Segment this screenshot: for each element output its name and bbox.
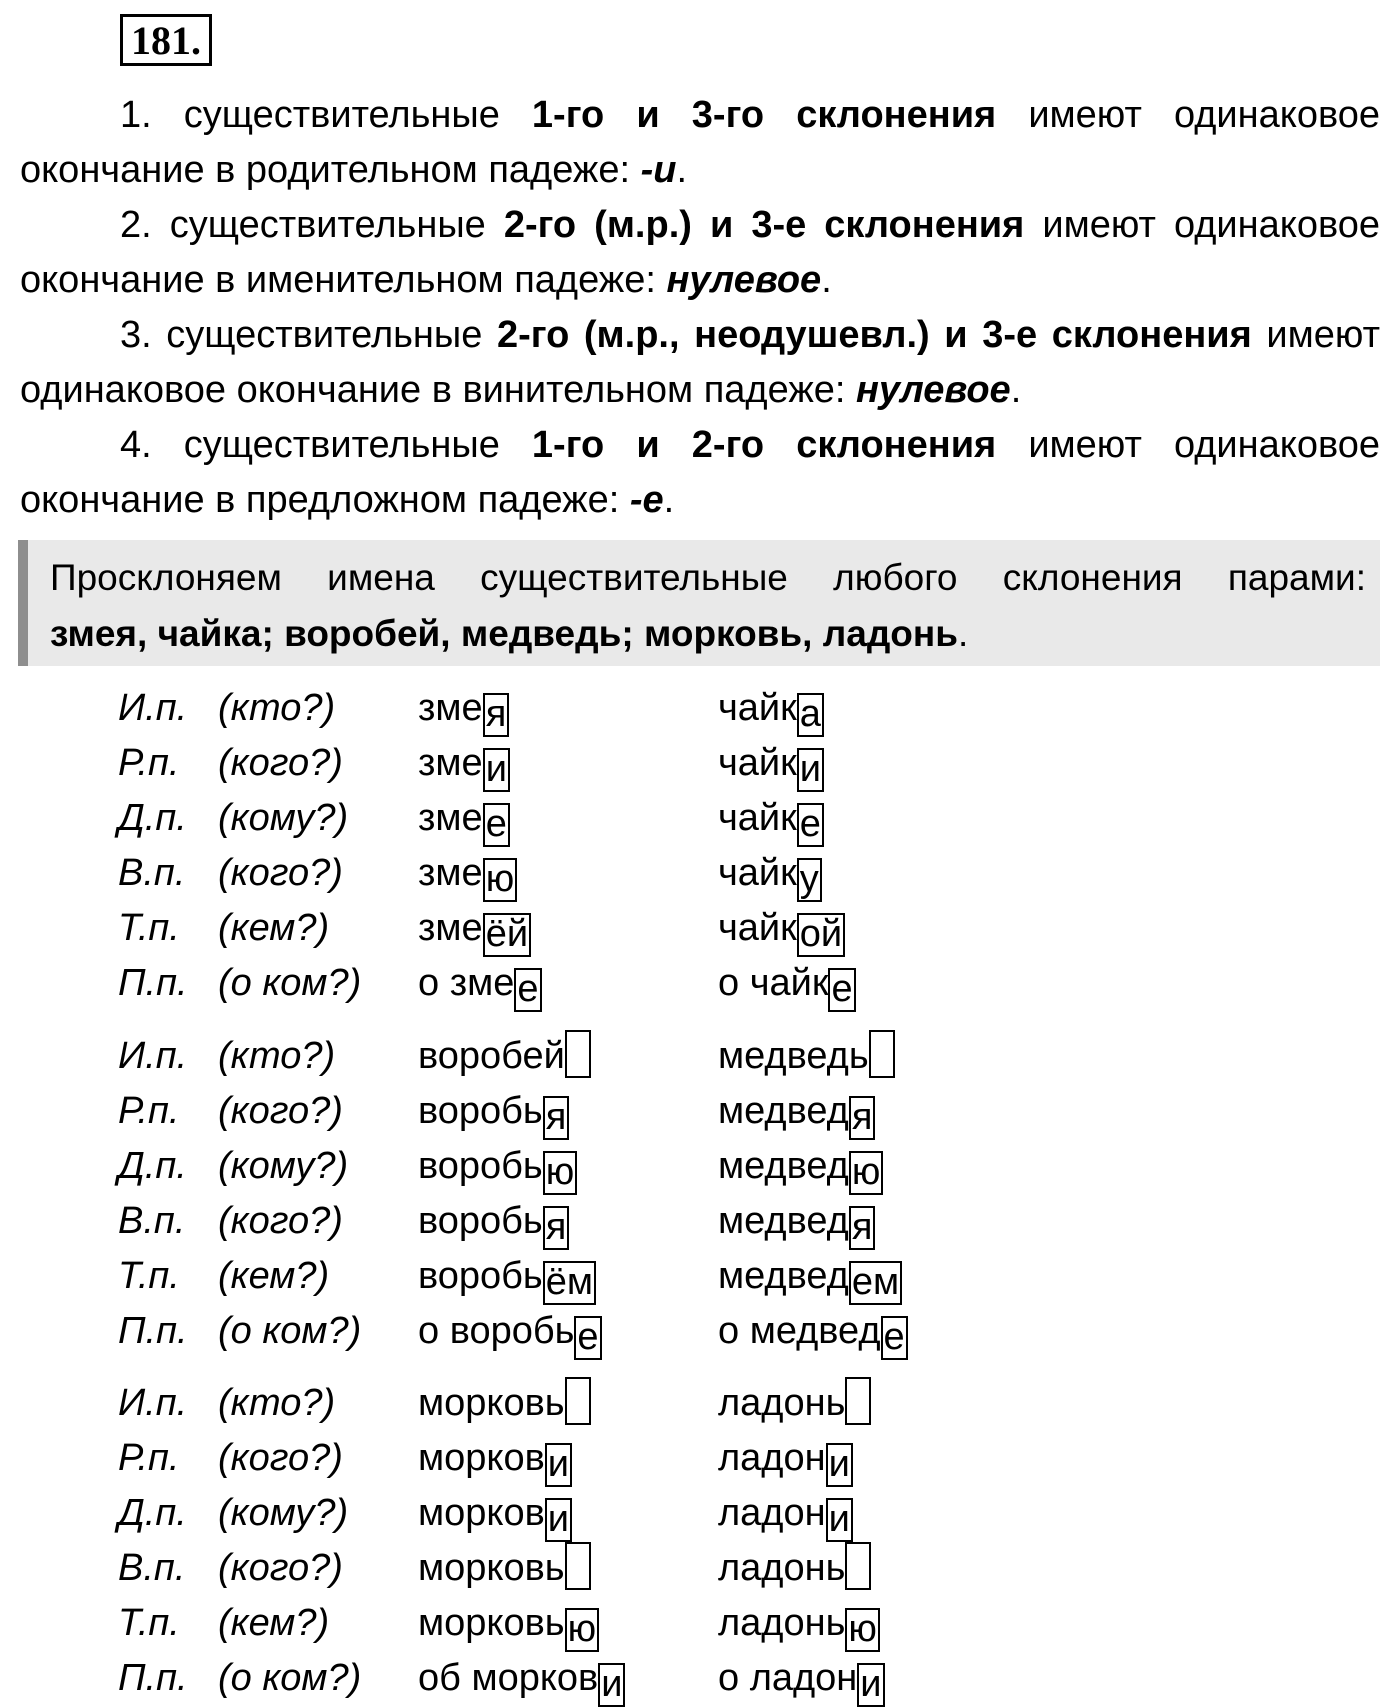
word-right: [718, 1304, 908, 1360]
statement-ending: -и: [640, 149, 677, 191]
case-question: (кем?): [218, 1255, 330, 1297]
word-left: [418, 1139, 577, 1195]
word-stem: об морков: [418, 1657, 599, 1699]
word-stem: зме: [418, 852, 483, 894]
task-text: Просклоняем имена существительные любого склонения парами:: [50, 557, 1366, 598]
statement-mid: имеют одинаковое окончание в именительном падеже:: [20, 204, 1380, 301]
declension-row: [0, 1596, 1400, 1651]
statement-post: .: [663, 479, 675, 521]
statement-post: .: [1010, 369, 1022, 411]
declension-row: [0, 1029, 1400, 1084]
case-label: Р.п.: [118, 742, 180, 784]
ending-box: и: [598, 1663, 625, 1707]
case-question: (кому?): [218, 1492, 349, 1534]
word-stem: медвед: [718, 1255, 849, 1297]
case-question: (кто?): [218, 1382, 336, 1424]
case-question: (кого?): [218, 742, 343, 784]
statement-2: [20, 198, 1380, 308]
word-stem: зме: [418, 742, 483, 784]
word-right: [718, 1029, 895, 1084]
ending-box: е: [514, 968, 541, 1012]
statement-post: .: [676, 149, 688, 191]
statement-bold: 2-го (м.р., неодушевл.) и 3-е склонения: [496, 314, 1252, 356]
case-question: (о ком?): [218, 962, 362, 1004]
statement-ending: нулевое: [855, 369, 1011, 411]
word-stem: о зме: [418, 962, 515, 1004]
word-left: [418, 736, 510, 792]
word-stem: воробь: [418, 1090, 543, 1132]
ending-box: ю: [849, 1151, 884, 1195]
task-words: [50, 606, 1366, 662]
declension-row: [0, 1139, 1400, 1194]
declension-group-2: [0, 1029, 1400, 1359]
word-stem: о ладон: [718, 1657, 858, 1699]
case-label: Т.п.: [118, 1602, 180, 1644]
statement-pre: существительные: [151, 314, 497, 356]
word-stem: медвед: [718, 1200, 849, 1242]
statement-pre: существительные: [151, 204, 504, 246]
case-label: Д.п.: [118, 797, 187, 839]
exercise-number: 181.: [120, 14, 212, 66]
word-right: [718, 736, 824, 792]
ending-box: и: [545, 1498, 572, 1542]
word-stem: ладонь: [718, 1547, 846, 1589]
word-left: [418, 1304, 602, 1360]
case-question: (кем?): [218, 907, 330, 949]
word-stem: морковь: [418, 1382, 565, 1424]
statement-3: [20, 308, 1380, 418]
statement-pre: существительные: [151, 94, 532, 136]
declension-row: [0, 846, 1400, 901]
ending-box: ю: [543, 1151, 578, 1195]
case-question: (кого?): [218, 1200, 343, 1242]
task-box: [18, 540, 1380, 666]
word-left: [418, 1084, 569, 1140]
case-question: (кому?): [218, 797, 349, 839]
declension-row: [0, 956, 1400, 1011]
word-right: [718, 1084, 875, 1140]
ending-box: е: [828, 968, 855, 1012]
ending-box: а: [797, 693, 824, 737]
declension-group-1: [0, 681, 1400, 1011]
word-stem: ладон: [718, 1492, 826, 1534]
word-right: [718, 1541, 871, 1596]
ending-box: я: [543, 1206, 570, 1250]
word-stem: о воробь: [418, 1310, 575, 1352]
word-right: [718, 1651, 885, 1707]
ending-box: и: [826, 1498, 853, 1542]
word-stem: зме: [418, 687, 483, 729]
ending-box: и: [797, 748, 824, 792]
word-stem: зме: [418, 907, 483, 949]
statement-bold: 1-го и 3-го склонения: [531, 94, 997, 136]
case-label: И.п.: [118, 1035, 188, 1077]
word-left: [418, 1376, 591, 1431]
word-right: [718, 1431, 853, 1487]
statement-mid: имеют одинаковое окончание в винительном падеже:: [20, 314, 1380, 411]
word-right: [718, 901, 845, 957]
statement-ending: нулевое: [666, 259, 822, 301]
case-label: Р.п.: [118, 1437, 180, 1479]
ending-box: [565, 1030, 591, 1078]
declension-row: [0, 1486, 1400, 1541]
ending-box: ю: [483, 858, 518, 902]
word-left: [418, 1194, 569, 1250]
declension-row: [0, 736, 1400, 791]
word-stem: медвед: [718, 1090, 849, 1132]
word-left: [418, 1486, 572, 1542]
case-label: И.п.: [118, 687, 188, 729]
ending-box: [845, 1377, 871, 1425]
word-left: [418, 681, 509, 737]
ending-box: и: [545, 1443, 572, 1487]
word-stem: чайк: [718, 687, 797, 729]
case-question: (кого?): [218, 852, 343, 894]
case-question: (кто?): [218, 1035, 336, 1077]
statements-list: [20, 88, 1380, 528]
statement-mid: имеют одинаковое окончание в родительном падеже:: [20, 94, 1380, 191]
declension-group-3: [0, 1376, 1400, 1706]
declension-row: [0, 1249, 1400, 1304]
declension-row: [0, 901, 1400, 956]
case-label: П.п.: [118, 962, 188, 1004]
word-stem: ладонь: [718, 1602, 846, 1644]
ending-box: ём: [543, 1261, 596, 1305]
word-right: [718, 1249, 902, 1305]
word-stem: чайк: [718, 852, 797, 894]
word-stem: чайк: [718, 907, 797, 949]
word-right: [718, 846, 822, 902]
word-left: [418, 1431, 572, 1487]
ending-box: я: [543, 1096, 570, 1140]
statement-ending: -е: [629, 479, 664, 521]
word-stem: морков: [418, 1437, 545, 1479]
ending-box: [869, 1030, 895, 1078]
case-question: (о ком?): [218, 1657, 362, 1699]
word-right: [718, 1596, 880, 1652]
word-stem: зме: [418, 797, 483, 839]
ending-box: я: [483, 693, 510, 737]
word-right: [718, 681, 824, 737]
statement-4: [20, 418, 1380, 528]
case-label: Д.п.: [118, 1145, 187, 1187]
statement-number: 2.: [120, 204, 152, 246]
case-label: В.п.: [118, 852, 186, 894]
declension-row: [0, 1084, 1400, 1139]
word-stem: морковь: [418, 1547, 565, 1589]
word-stem: медвед: [718, 1145, 849, 1187]
ending-box: ёй: [483, 913, 531, 957]
declension-row: [0, 1304, 1400, 1359]
word-stem: воробь: [418, 1145, 543, 1187]
case-question: (кого?): [218, 1437, 343, 1479]
word-stem: чайк: [718, 742, 797, 784]
statement-post: .: [821, 259, 832, 301]
word-left: [418, 1249, 596, 1305]
case-question: (кто?): [218, 687, 336, 729]
statement-bold: 2-го (м.р.) и 3-е склонения: [503, 204, 1025, 246]
ending-box: у: [797, 858, 822, 902]
word-left: [418, 791, 510, 847]
ending-box: и: [857, 1663, 884, 1707]
task-word-pairs: змея, чайка; воробей, медведь; морковь, ладонь: [50, 613, 958, 654]
declension-row: [0, 1194, 1400, 1249]
ending-box: е: [881, 1316, 908, 1360]
declension-row: [0, 1376, 1400, 1431]
case-label: П.п.: [118, 1657, 188, 1699]
word-left: [418, 1596, 599, 1652]
case-question: (кому?): [218, 1145, 349, 1187]
declension-row: [0, 681, 1400, 736]
case-label: В.п.: [118, 1200, 186, 1242]
declension-row: [0, 1651, 1400, 1706]
statement-number: 4.: [120, 424, 152, 466]
word-stem: воробь: [418, 1200, 543, 1242]
word-stem: воробей: [418, 1035, 565, 1077]
word-left: [418, 1029, 591, 1084]
word-stem: о чайк: [718, 962, 829, 1004]
ending-box: е: [483, 803, 510, 847]
ending-box: ем: [849, 1261, 902, 1305]
word-stem: медведь: [718, 1035, 869, 1077]
word-stem: морковь: [418, 1602, 565, 1644]
ending-box: [845, 1542, 871, 1590]
word-left: [418, 846, 517, 902]
word-stem: чайк: [718, 797, 797, 839]
statement-pre: существительные: [151, 424, 532, 466]
case-label: Р.п.: [118, 1090, 180, 1132]
case-label: Т.п.: [118, 907, 180, 949]
task-words-post: .: [958, 613, 969, 654]
word-stem: ладон: [718, 1437, 826, 1479]
ending-box: и: [483, 748, 510, 792]
word-stem: морков: [418, 1492, 545, 1534]
word-stem: ладонь: [718, 1382, 846, 1424]
statement-mid: имеют одинаковое окончание в предложном падеже:: [20, 424, 1380, 521]
word-left: [418, 1651, 625, 1707]
ending-box: е: [574, 1316, 601, 1360]
statement-number: 3.: [120, 314, 152, 356]
case-question: (о ком?): [218, 1310, 362, 1352]
declension-row: [0, 791, 1400, 846]
statement-number: 1.: [120, 94, 152, 136]
case-label: И.п.: [118, 1382, 188, 1424]
ending-box: ой: [797, 913, 845, 957]
ending-box: е: [797, 803, 824, 847]
case-question: (кого?): [218, 1090, 343, 1132]
case-label: Т.п.: [118, 1255, 180, 1297]
ending-box: [565, 1542, 591, 1590]
ending-box: ю: [845, 1608, 880, 1652]
declension-row: [0, 1541, 1400, 1596]
word-left: [418, 1541, 591, 1596]
ending-box: я: [849, 1096, 876, 1140]
ending-box: и: [826, 1443, 853, 1487]
case-question: (кем?): [218, 1602, 330, 1644]
word-right: [718, 1376, 871, 1431]
word-right: [718, 1486, 853, 1542]
word-right: [718, 956, 856, 1012]
word-stem: воробь: [418, 1255, 543, 1297]
statement-bold: 1-го и 2-го склонения: [531, 424, 997, 466]
word-left: [418, 956, 542, 1012]
statement-1: [20, 88, 1380, 198]
word-stem: о медвед: [718, 1310, 881, 1352]
ending-box: [565, 1377, 591, 1425]
word-right: [718, 1194, 875, 1250]
case-label: Д.п.: [118, 1492, 187, 1534]
declension-row: [0, 1431, 1400, 1486]
case-label: В.п.: [118, 1547, 186, 1589]
word-left: [418, 901, 531, 957]
word-right: [718, 791, 824, 847]
ending-box: ю: [565, 1608, 600, 1652]
case-label: П.п.: [118, 1310, 188, 1352]
word-right: [718, 1139, 883, 1195]
case-question: (кого?): [218, 1547, 343, 1589]
ending-box: я: [849, 1206, 876, 1250]
